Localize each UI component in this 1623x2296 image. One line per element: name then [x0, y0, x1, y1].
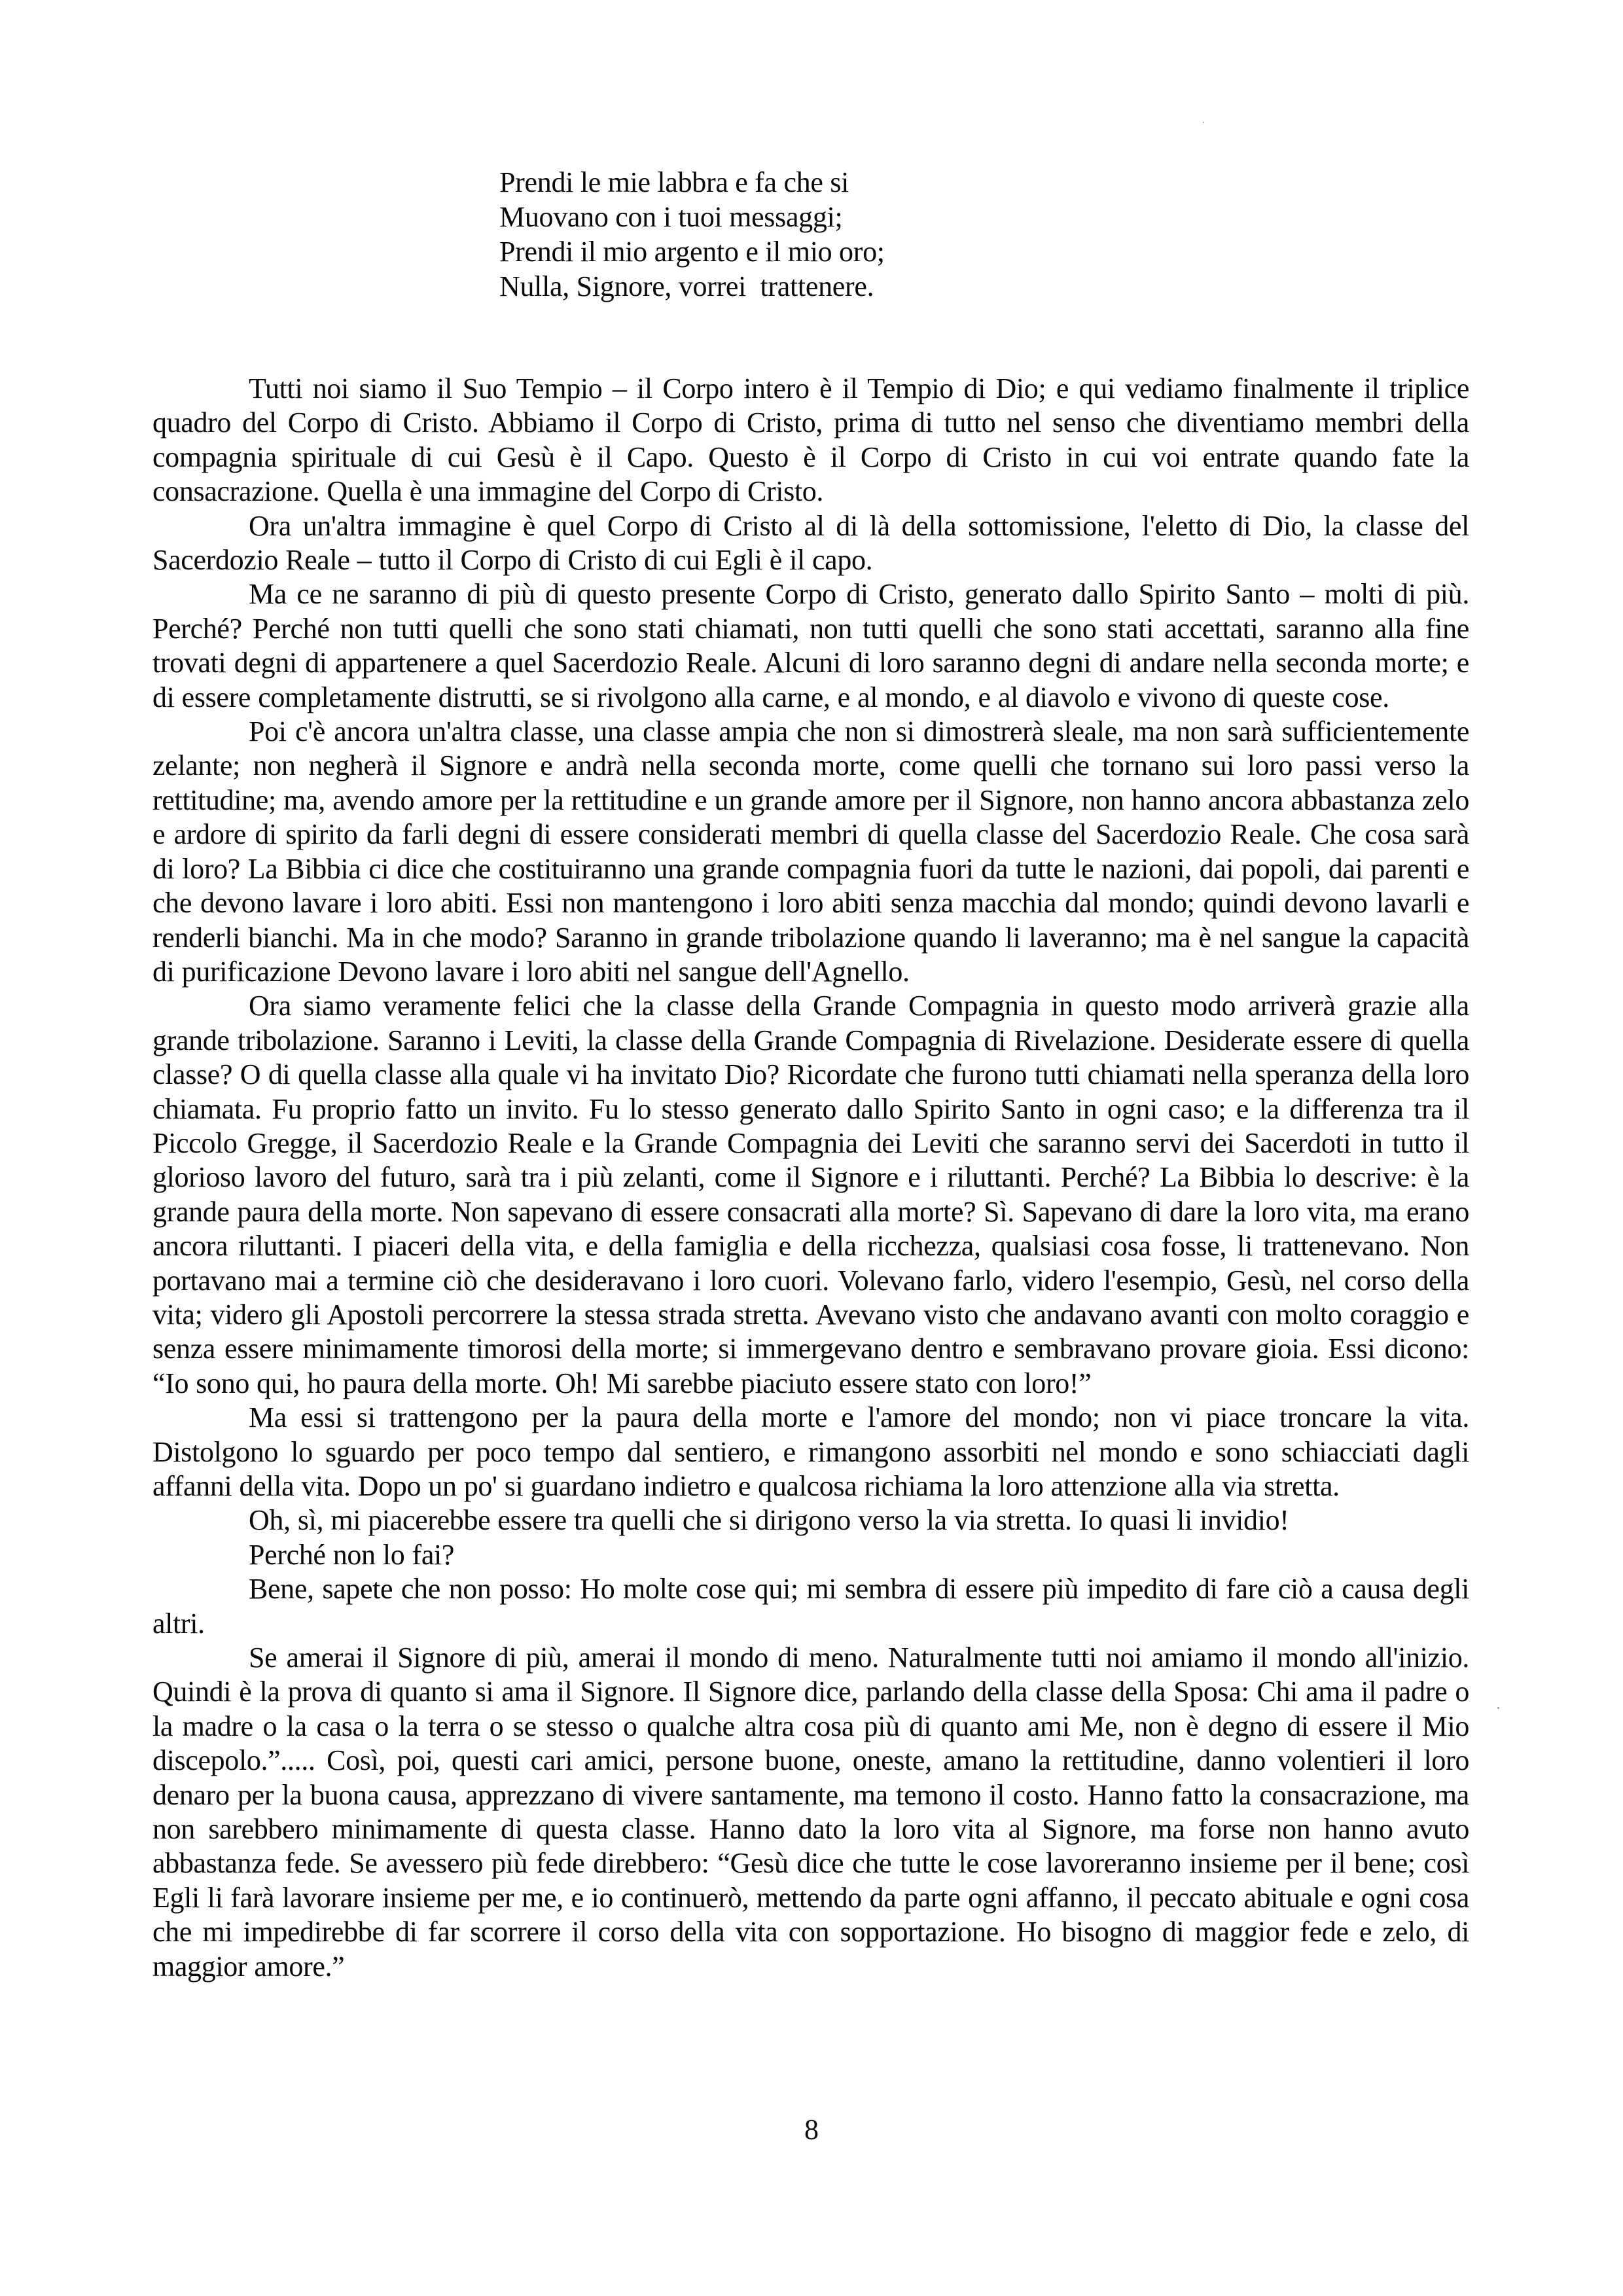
poem-line: Nulla, Signore, vorrei trattenere. [499, 270, 874, 302]
poem-line: Prendi le mie labbra e fa che si [499, 166, 849, 198]
poem-line: Muovano con i tuoi messaggi; [499, 201, 843, 233]
paragraph-via-stretta: Oh, sì, mi piacerebbe essere tra quelli che si dirigono verso la via stretta. Io quasi li invidio! [249, 1504, 1289, 1537]
body-text [152, 372, 1469, 1984]
paragraph-perche-non-lo-fai: Perché non lo fai? [249, 1538, 455, 1571]
paragraph-amerai-il-signore: Se amerai il Signore di più, amerai il mondo di meno. Naturalmente tutti noi amiamo il mondo all'inizio. Quindi è la prova di quanto si ama il Signore. Il Signore dice, parlando della classe della Sposa: Chi ama il padre o la madre o la casa o la terra o se stesso o qualche altra cosa più di quanto ami Me, non è degno di essere il Mio discepolo.”..... Così, poi, questi cari amici, persone buone, oneste, amano la rettitudine, danno volentieri il loro denaro per la buona causa, apprezzano di vivere santamente, ma temono il costo. Hanno fatto la consacrazione, ma non sarebbero minimamente di questa classe. Hanno dato la loro vita al Signore, ma forse non hanno avuto abbastanza fede. Se avessero più fede direbbero: “Gesù dice che tutte le cose lavoreranno insieme per il bene; così Egli li farà lavorare insieme per me, e io continuerò, mettendo da parte ogni affanno, il peccato abituale e ogni cosa che mi impedirebbe di far scorrere il corso della vita con sopportazione. Ho bisogno di maggior fede e zelo, di maggior amore.” [152, 1641, 1469, 1982]
paragraph-altra-immagine: Ora un'altra immagine è quel Corpo di Cristo al di là della sottomissione, l'eletto di Dio, la classe del Sacerdozio Reale – tutto il Corpo di Cristo di cui Egli è il capo. [152, 509, 1469, 577]
poem-line: Prendi il mio argento e il mio oro; [499, 236, 885, 268]
scan-speck [1203, 122, 1204, 123]
page-number: 8 [804, 2113, 819, 2145]
paragraph-molti-di-piu: Ma ce ne saranno di più di questo presente Corpo di Cristo, generato dallo Spirito Santo – molti di più. Perché? Perché non tutti quelli che sono stati chiamati, non tutti quelli che sono stati accettati, saranno alla fine trovati degni di appartenere a quel Sacerdozio Reale. Alcuni di loro saranno degni di andare nella seconda morte; e di essere completamente distrutti, se si rivolgono alla carne, e al mondo, e al diavolo e vivono di queste cose. [152, 578, 1469, 713]
scan-speck [1497, 1707, 1499, 1709]
paragraph-grande-compagnia: Ora siamo veramente felici che la classe della Grande Compagnia in questo modo arriverà grazie alla grande tribolazione. Saranno i Leviti, la classe della Grande Compagnia di Rivelazione. Desiderate essere di quella classe? O di quella classe alla quale vi ha invitato Dio? Ricordate che furono tutti chiamati nella speranza della loro chiamata. Fu proprio fatto un invito. Fu lo stesso generato dallo Spirito Santo in ogni caso; e la differenza tra il Piccolo Gregge, il Sacerdozio Reale e la Grande Compagnia dei Leviti che saranno servi dei Sacerdoti in tutto il glorioso lavoro del futuro, sarà tra i più zelanti, come il Signore e i riluttanti. Perché? La Bibbia lo descrive: è la grande paura della morte. Non sapevano di essere consacrati alla morte? Sì. Sapevano di dare la loro vita, ma erano ancora riluttanti. I piaceri della vita, e della famiglia e della ricchezza, qualsiasi cosa fosse, li trattenevano. Non portavano mai a termine ciò che desideravano i loro cuori. Volevano farlo, videro l'esempio, Gesù, nel corso della vita; videro gli Apostoli percorrere la stessa strada stretta. Avevano visto che andavano avanti con molto coraggio e senza essere minimamente timorosi della morte; si immergevano dentro e sembravano provare gioia. Essi dicono: “Io sono qui, ho paura della morte. Oh! Mi sarebbe piaciuto essere stato con loro!” [152, 990, 1469, 1399]
paragraph-altra-classe: Poi c'è ancora un'altra classe, una classe ampia che non si dimostrerà sleale, ma non sarà sufficientemente zelante; non negherà il Signore e andrà nella seconda morte, come quelli che tornano sui loro passi verso la rettitudine; ma, avendo amore per la rettitudine e un grande amore per il Signore, non hanno ancora abbastanza zelo e ardore di spirito da farli degni di essere considerati membri di quella classe del Sacerdozio Reale. Che cosa sarà di loro? La Bibbia ci dice che costituiranno una grande compagnia fuori da tutte le nazioni, dai popoli, dai parenti e che devono lavare i loro abiti. Essi non mantengono i loro abiti senza macchia dal mondo; quindi devono lavarli e renderli bianchi. Ma in che modo? Saranno in grande tribolazione quando li laveranno; ma è nel sangue la capacità di purificazione Devono lavare i loro abiti nel sangue dell'Agnello. [152, 715, 1469, 988]
paragraph-paura-della-morte: Ma essi si trattengono per la paura della morte e l'amore del mondo; non vi piace troncare la vita. Distolgono lo sguardo per poco tempo dal sentiero, e rimangono assorbiti nel mondo e sono schiacciati dagli affanni della vita. Dopo un po' si guardano indietro e qualcosa richiama la loro attenzione alla via stretta. [152, 1401, 1469, 1502]
paragraph-tempio: Tutti noi siamo il Suo Tempio – il Corpo intero è il Tempio di Dio; e qui vediamo finalmente il triplice quadro del Corpo di Cristo. Abbiamo il Corpo di Cristo, prima di tutto nel senso che diventiamo membri della compagnia spirituale di cui Gesù è il Capo. Questo è il Corpo di Cristo in cui voi entrate quando fate la consacrazione. Quella è una immagine del Corpo di Cristo. [152, 372, 1469, 508]
paragraph-non-posso: Bene, sapete che non posso: Ho molte cose qui; mi sembra di essere più impedito di fare ciò a causa degli altri. [152, 1573, 1469, 1640]
poem-stanza [499, 165, 885, 304]
